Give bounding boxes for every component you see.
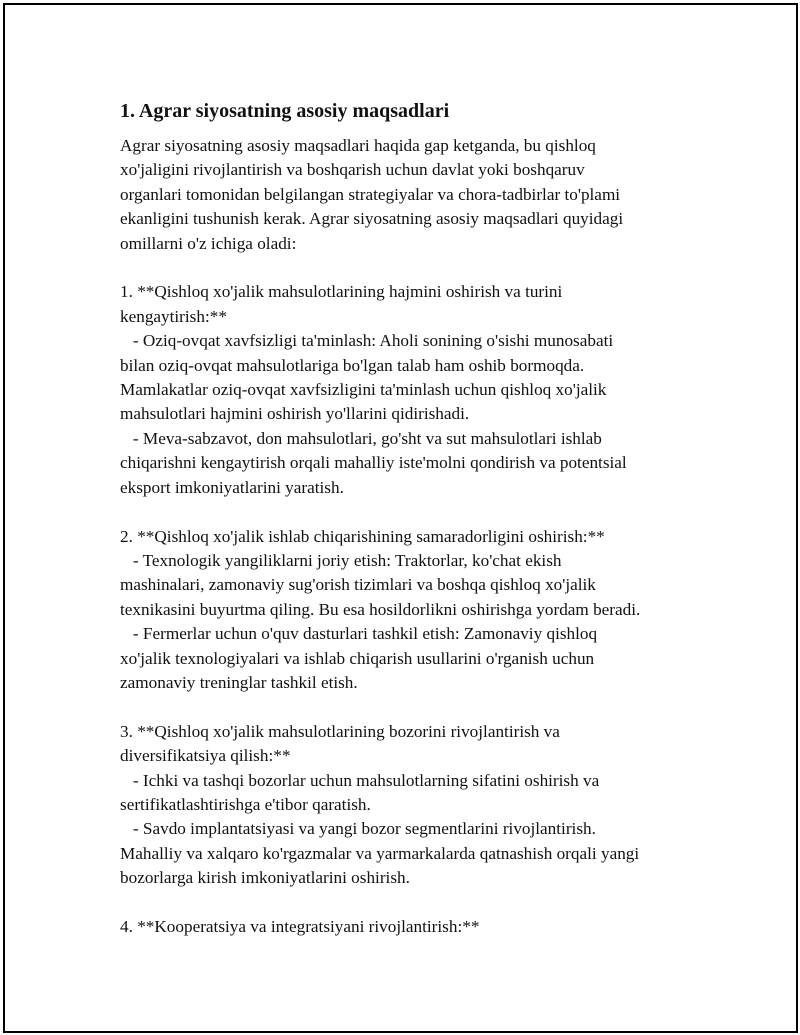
body-text: Agrar siyosatning asosiy maqsadlari haqida gap ketganda, bu qishloq xo'jaligini rivojlantirish va boshqarish uchun davlat yoki boshqaruv organlari tomonidan belgilangan strategiyalar va chora-tadbirlar to'plami ekanligini tushunish kerak. Agrar siyosatning asosiy maqsadlari quyidagi omillarni o'z ichiga oladi: 1. **Qishloq xo'jalik mahsulotlarining hajmini oshirish va turini kengaytirish:** - Oziq-ovqat xavfsizligi ta'minlash: Aholi sonining o'sishi munosabati bilan oziq-ovqat mahsulotlariga bo'lgan talab ham oshib bormoqda. Mamlakatlar oziq-ovqat xavfsizligini ta'minlash uchun qishloq xo'jalik mahsulotlari hajmini oshirish yo'llarini qidirishadi. - Meva-sabzavot, don mahsulotlari, go'sht va sut mahsulotlari ishlab chiqarishni kengaytirish orqali mahalliy iste'molni qondirish va potentsial eksport imkoniyatlarini yaratish. 2. **Qishloq xo'jalik ishlab chiqarishining samaradorligini oshirish:** - Texnologik yangiliklarni joriy etish: Traktorlar, ko'chat ekish mashinalari, zamonaviy sug'orish tizimlari va boshqa qishloq xo'jalik texnikasini buyurtma qiling. Bu esa hosildorlikni oshirishga yordam beradi. - Fermerlar uchun o'quv dasturlari tashkil etish: Zamonaviy qishloq xo'jalik texnologiyalari va ishlab chiqarish usullarini o'rganish uchun zamonaviy treninglar tashkil etish. 3. **Qishloq xo'jalik mahsulotlarining bozorini rivojlantirish va diversifikatsiya qilish:** - Ichki va tashqi bozorlar uchun mahsulotlarning sifatini oshirish va sertifikatlashtirishga e'tibor qaratish. - Savdo implantatsiyasi va yangi bozor segmentlarini rivojlantirish. Mahalliy va xalqaro ko'rgazmalar va yarmarkalarda qatnashish orqali yangi bozorlarga kirish imkoniyatlarini oshirish. 4. **Kooperatsiya va integratsiyani rivojlantirish:** [120, 136, 641, 936]
document-page [3, 3, 798, 1033]
section-heading: 1. Agrar siyosatning asosiy maqsadlari [120, 100, 450, 122]
document-content [120, 98, 690, 939]
